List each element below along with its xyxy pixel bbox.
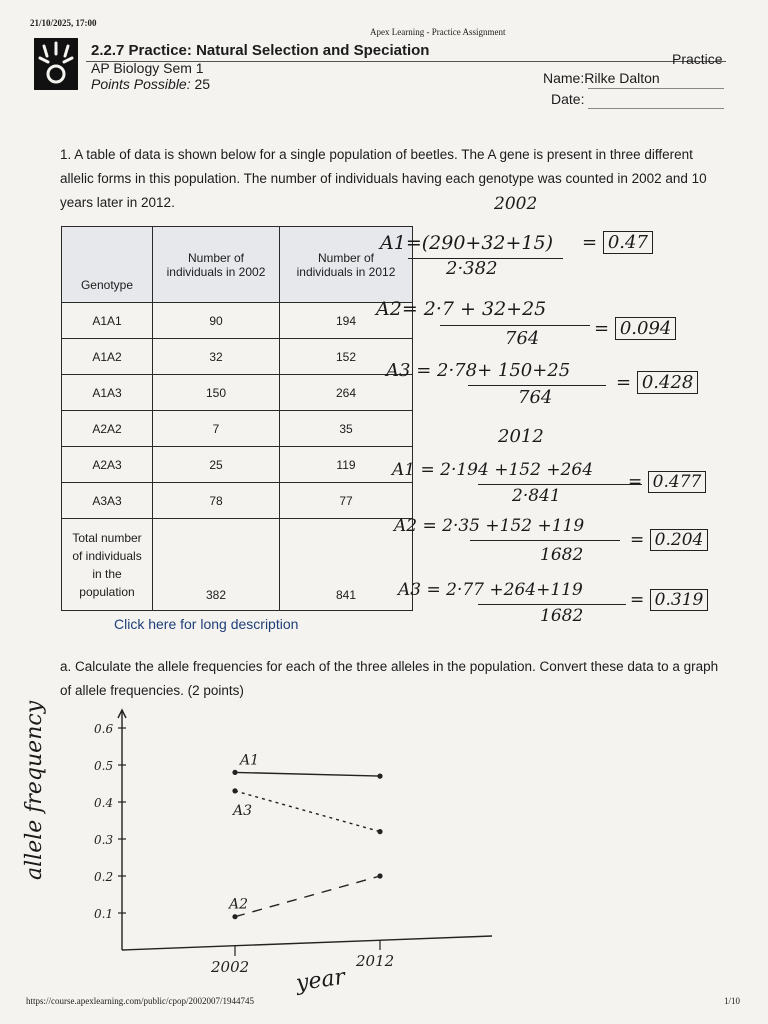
count-2002-cell: 32: [153, 339, 280, 375]
calc-2012-a2: A2 = 2·35 +152 +119: [394, 516, 585, 536]
calc-2012-a1: A1 = 2·194 +152 +264: [392, 460, 594, 480]
fraction-bar: [468, 385, 606, 386]
count-2002-cell: 78: [153, 483, 280, 519]
calc-2002-a2-denom: 764: [505, 328, 540, 349]
data-point: [377, 774, 382, 779]
header-2002: Number of individuals in 2002: [153, 227, 280, 303]
print-timestamp: 21/10/2025, 17:00: [30, 18, 97, 28]
calc-2002-a3-result: = 0.428: [616, 372, 698, 393]
calc-2002-a3: A3 = 2·78+ 150+25: [386, 360, 571, 381]
y-tick-label: 0.4: [94, 796, 114, 810]
count-2012-cell: 152: [280, 339, 413, 375]
data-point: [232, 914, 237, 919]
fraction-bar: [440, 325, 590, 326]
chart-x-label: year: [294, 964, 347, 997]
date-label: Date:: [551, 91, 585, 107]
calc-2002-a1-result: = 0.47: [582, 232, 653, 253]
course-name: AP Biology Sem 1: [91, 60, 204, 76]
name-rule: [588, 88, 724, 89]
date-rule: [588, 108, 724, 109]
genotype-cell: A1A2: [62, 339, 153, 375]
count-2002-cell: 90: [153, 303, 280, 339]
data-point: [232, 788, 237, 793]
data-point: [377, 829, 382, 834]
series-label: A3: [233, 802, 253, 819]
count-2012-cell: 35: [280, 411, 413, 447]
genotype-cell: A2A3: [62, 447, 153, 483]
count-2012-cell: 119: [280, 447, 413, 483]
y-tick-label: 0.5: [94, 759, 114, 773]
question-1-text: 1. A table of data is shown below for a single population of beetles. The A gene is present in three different allelic forms in this population. The number of individuals having each genotype was counted in 2002 and 10 years later in 2012.: [60, 147, 707, 210]
points-possible: Points Possible: 25: [91, 76, 211, 92]
count-2012-cell: 264: [280, 375, 413, 411]
table-total-row: [62, 519, 413, 611]
fraction-bar: [478, 484, 642, 485]
apex-logo-icon: [34, 38, 78, 90]
calc-2012-a1-denom: 2·841: [512, 486, 561, 506]
count-2012-cell: 77: [280, 483, 413, 519]
hand-year-2012: 2012: [498, 426, 544, 447]
calc-2012-a3: A3 = 2·77 +264+119: [398, 580, 583, 600]
hand-year-2002: 2002: [494, 194, 538, 214]
header-genotype: Genotype: [62, 227, 153, 303]
footer-page: 1/10: [724, 996, 741, 1006]
chart-y-label: allele frequency: [22, 700, 47, 880]
y-tick-label: 0.3: [94, 833, 114, 847]
x-tick-label: 2012: [356, 952, 395, 970]
genotype-table: [61, 226, 413, 611]
calc-2002-a1: A1=(290+32+15): [380, 232, 554, 254]
y-tick-label: 0.2: [94, 870, 114, 884]
student-name: Name:Rilke Dalton: [543, 70, 660, 86]
table-row: [62, 339, 413, 375]
fraction-bar: [470, 540, 620, 541]
x-tick-label: 2002: [211, 958, 250, 976]
series-line: [235, 791, 380, 832]
table-row: [62, 303, 413, 339]
calc-2002-a3-denom: 764: [518, 387, 553, 408]
total-2002-cell: 382: [153, 519, 280, 611]
calc-2012-a1-result: = 0.477: [628, 472, 706, 492]
count-2002-cell: 25: [153, 447, 280, 483]
count-2002-cell: 150: [153, 375, 280, 411]
y-tick-label: 0.1: [94, 907, 114, 921]
series-line: [235, 772, 380, 776]
total-label-cell: Total number of individuals in the population: [62, 519, 153, 611]
y-tick-label: 0.6: [94, 722, 114, 736]
genotype-cell: A1A1: [62, 303, 153, 339]
allele-frequency-chart: [0, 700, 520, 1000]
calc-2002-a2-result: = 0.094: [594, 318, 676, 339]
table-row: [62, 411, 413, 447]
calc-2012-a3-denom: 1682: [540, 606, 584, 626]
data-point: [232, 770, 237, 775]
genotype-cell: A1A3: [62, 375, 153, 411]
table-header-row: [62, 227, 413, 303]
count-2012-cell: 194: [280, 303, 413, 339]
long-description-link[interactable]: Click here for long description: [114, 616, 299, 632]
series-line: [235, 876, 380, 917]
calc-2002-a1-denom: 2·382: [446, 258, 498, 279]
part-a-text: a. Calculate the allele frequencies for each of the three alleles in the population. Convert these data to a graph of allele frequencies. (2 points): [60, 659, 719, 698]
calc-2012-a3-result: = 0.319: [630, 590, 708, 610]
data-point: [377, 873, 382, 878]
table-row: [62, 447, 413, 483]
genotype-cell: A3A3: [62, 483, 153, 519]
print-site: Apex Learning - Practice Assignment: [370, 27, 506, 37]
table-row: [62, 483, 413, 519]
header-2012: Number of individuals in 2012: [280, 227, 413, 303]
fraction-bar: [478, 604, 626, 605]
table-row: [62, 375, 413, 411]
calc-2012-a2-denom: 1682: [540, 545, 584, 565]
footer-url: https://course.apexlearning.com/public/cpop/2002007/1944745: [26, 996, 254, 1006]
assignment-title: 2.2.7 Practice: Natural Selection and Speciation: [91, 42, 430, 59]
series-label: A2: [229, 896, 249, 913]
genotype-cell: A2A2: [62, 411, 153, 447]
total-2012-cell: 841: [280, 519, 413, 611]
calc-2002-a2: A2= 2·7 + 32+25: [376, 298, 547, 320]
count-2002-cell: 7: [153, 411, 280, 447]
assignment-type: Practice: [672, 51, 723, 67]
series-label: A1: [240, 752, 260, 769]
calc-2012-a2-result: = 0.204: [630, 530, 708, 550]
x-axis: [122, 936, 492, 950]
